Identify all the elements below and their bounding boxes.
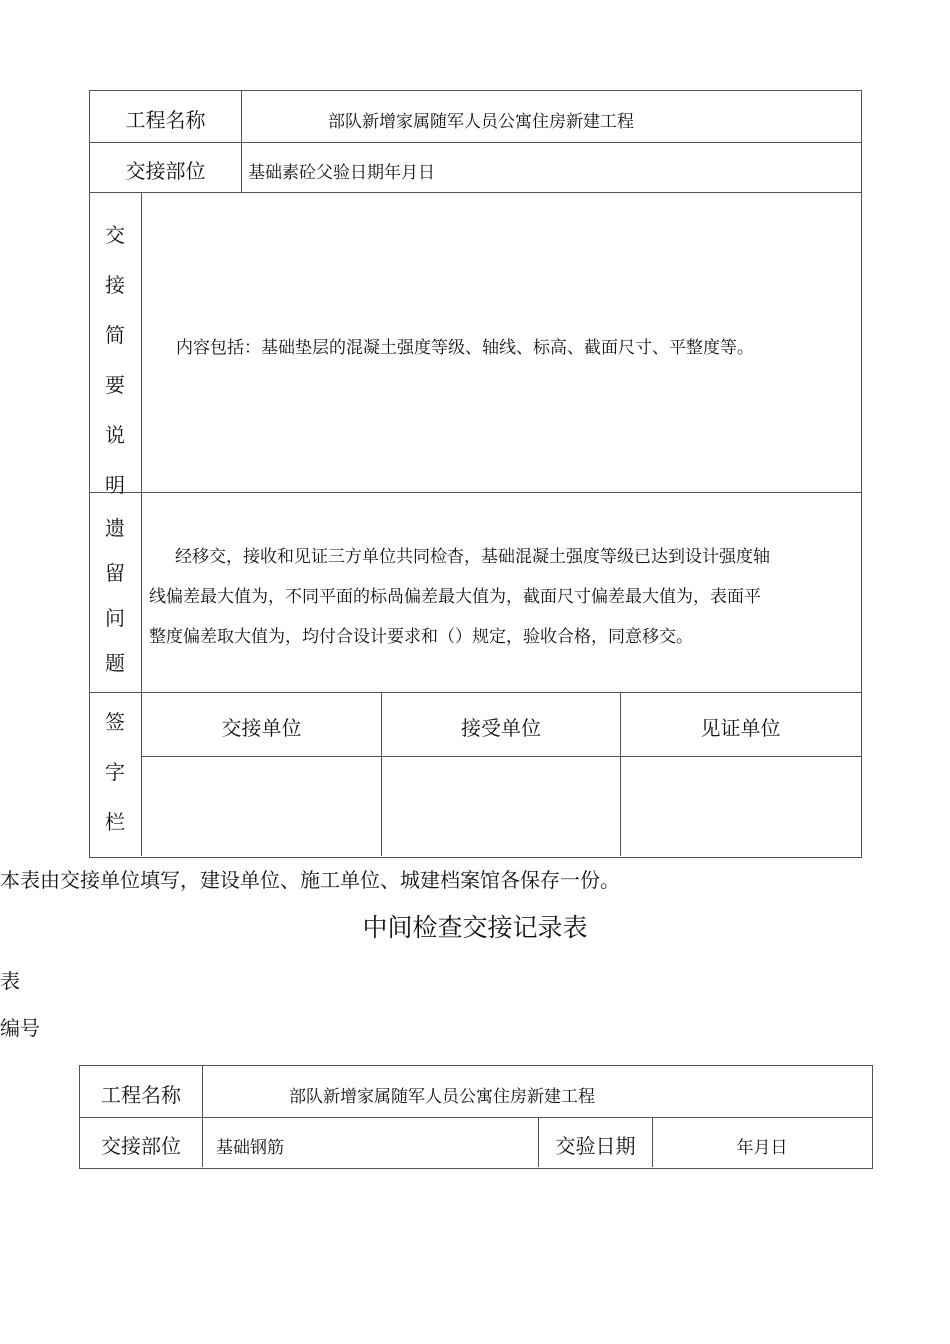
table1-row-divider	[89, 192, 861, 193]
form2-date-label: 交验日期	[555, 1134, 636, 1158]
number-label: 编号	[0, 1016, 40, 1040]
form2-project-name-value: 部队新增家属随军人员公寓住房新建工程	[289, 1087, 595, 1107]
summary-label: 交 接 简 要 说 明	[105, 223, 125, 497]
handover-part-label: 交接部位	[125, 159, 206, 183]
signature-cell-witness[interactable]	[621, 757, 860, 856]
sign-col-witness-unit: 见证单位	[700, 716, 781, 740]
table2-row-divider	[79, 1117, 872, 1118]
signature-cell-handover[interactable]	[142, 757, 381, 856]
table2-col-divider	[202, 1065, 203, 1167]
form2-project-name-label: 工程名称	[101, 1083, 181, 1107]
form2-handover-part-value: 基础钢筋	[216, 1138, 284, 1158]
form2-title: 中间检查交接记录表	[362, 913, 588, 942]
table1-row-divider	[89, 142, 861, 143]
issues-text: 经移交，接收和见证三方单位共同检杳，基础混凝土强度等级已达到设计强度轴 线偏差最大值为，不同平面的标咼偏差最大值为，截面尺寸偏差最大值为，表面平 整度偏差取大值为，均付合设计要求和（）规定，验收合格，同意移交。	[149, 547, 770, 647]
project-name-value: 部队新增家属随军人员公寓住房新建工程	[328, 112, 634, 132]
form2-handover-part-label: 交接部位	[101, 1134, 181, 1158]
table1-row-divider	[89, 692, 861, 693]
handover-table-1	[89, 90, 862, 858]
sign-col-receiving-unit: 接受单位	[461, 716, 541, 740]
sign-col-handover-unit: 交接单位	[221, 716, 302, 740]
signature-label: 签 字 栏	[105, 710, 125, 834]
form2-date-value: 年月日	[736, 1138, 788, 1158]
issues-label: 遗 留 问 题	[105, 516, 125, 675]
project-name-label: 工程名称	[125, 108, 206, 132]
table-label: 表	[0, 969, 20, 993]
table1-col-divider	[241, 90, 242, 192]
footnote: 本表由交接单位填写，建设单位、施工单位、城建档案馆各保存一份。	[0, 868, 620, 892]
summary-text: 内容包括：基础垫层的混凝土强度等级、轴线、标高、截面尺寸、平整度等。	[176, 338, 754, 358]
table1-row-divider	[89, 492, 861, 493]
signature-cell-receiving[interactable]	[382, 757, 620, 856]
handover-part-value: 基础素砼父验日期年月日	[248, 163, 435, 183]
